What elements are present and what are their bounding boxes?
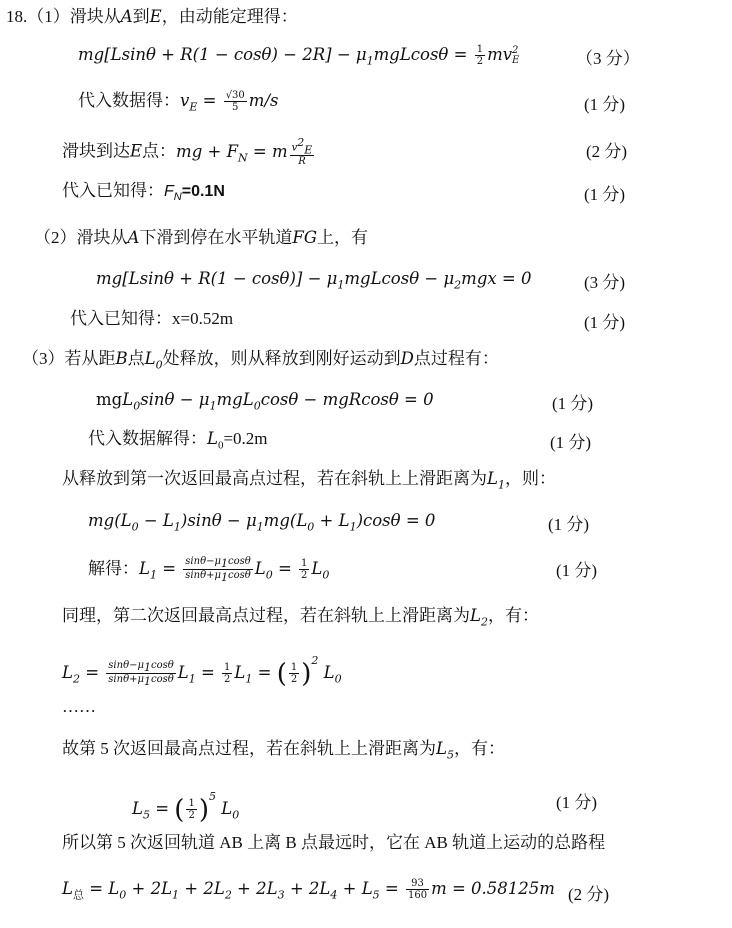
- x-result: 代入已知得：x=0.52m: [70, 309, 234, 328]
- score-4: (1 分): [584, 185, 626, 204]
- release-equation: $mgL_0\sin\theta - \mu_1mgL_0\cos\theta - mgRcos\theta = 0$: [96, 390, 434, 413]
- question-number: 18.: [6, 7, 28, 26]
- second-return-text: 同理，第二次返回最高点过程，若在斜轨上上滑距离为$L_2$，有：: [62, 606, 539, 629]
- score-7: (1 分): [552, 394, 594, 413]
- score-3: (2 分): [586, 142, 628, 161]
- score-2: (1 分): [584, 95, 626, 114]
- score-8: (1 分): [550, 433, 592, 452]
- reach-e-equation: 滑块到达E点：mg + $F_N = m$ $\frac{v^2_E}{R}$: [62, 136, 313, 168]
- score-11: (1 分): [556, 793, 598, 812]
- score-10: (1 分): [556, 561, 598, 580]
- energy-equation-2: $mg[Lsin\theta + R(1 - \cos\theta)] - \mu_1mgLcos\theta - \mu_2mgx = 0$: [96, 269, 532, 292]
- part3-heading: （3）若从距B点$L_0$处释放，则从释放到刚好运动到D点过程有：: [22, 349, 499, 372]
- ve-result: 代入数据得：$v_E$ = $\frac{√30}{5}$ m/s: [78, 90, 279, 114]
- fn-result: 代入已知得：$F_N=0.1N$: [62, 181, 225, 204]
- score-9: (1 分): [548, 515, 590, 534]
- score-5: (3 分): [584, 273, 626, 292]
- score-6: (1 分): [584, 313, 626, 332]
- score-1: （3 分）: [576, 49, 640, 68]
- l1-result: 解得：$L_1$ = $\frac{\sin\theta-\mu_1\cos\theta}{\sin\theta+\mu_1\cos\theta}$ $L_0$ = $\frac{1}{2}$ $L_0$: [88, 556, 330, 584]
- total-path-text: 所以第 5 次返回轨道 AB 上离 B 点最远时，它在 AB 轨道上运动的总路程: [62, 833, 606, 852]
- first-return-equation: $mg(L_0 - L_1)\sin\theta - \mu_1mg(L_0 + L_1)\cos\theta = 0$: [88, 511, 436, 534]
- energy-equation-1: $mg[Lsin\theta + R(1 - \cos\theta) - 2R] - \mu_1mgLcos\theta$ = $\frac{1}{2}$ mv 2 E: [78, 44, 520, 68]
- question-heading: 18.（1）滑块从A到E，由动能定理得：: [6, 7, 298, 26]
- score-12: (2 分): [568, 885, 610, 904]
- fifth-return-text: 故第 5 次返回最高点过程，若在斜轨上上滑距离为$L_5$，有：: [62, 739, 505, 762]
- ellipsis: ……: [62, 697, 96, 716]
- l5-equation: $L_5$ = ( $\frac{1}{2}$ )$^5$ $L_0$: [132, 790, 240, 825]
- l0-result: 代入数据解得：$L_0=0.2m$: [88, 429, 268, 452]
- part2-heading: （2）滑块从A下滑到停在水平轨道FG上，有: [34, 228, 369, 247]
- first-return-text: 从释放到第一次返回最高点过程，若在斜轨上上滑距离为$L_1$，则：: [62, 469, 556, 492]
- l2-equation: $L_2$ = $\frac{\sin\theta-\mu_1\cos\theta}{\sin\theta+\mu_1\cos\theta}$ $L_1$ = $\frac{1}{2}$ $L_1$ = ( $\frac{1}{2}$ )$^2$ $L_0$: [62, 654, 342, 689]
- total-path-equation: $L_总 = L_0 + 2L_1 + 2L_2 + 2L_3 + 2L_4 + L_5$ = $\frac{93}{160}$ m = 0.58125m: [62, 878, 555, 902]
